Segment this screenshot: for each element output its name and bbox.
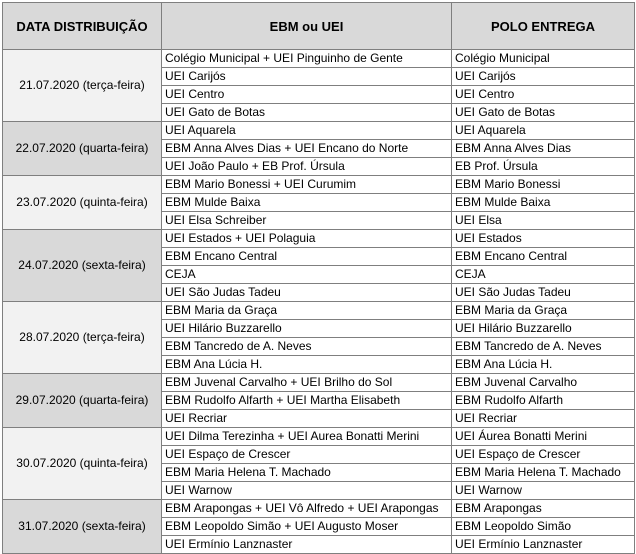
distribution-date: 21.07.2020 (terça-feira) bbox=[3, 50, 162, 122]
school-cell: UEI Aquarela bbox=[162, 122, 452, 140]
school-cell: EBM Leopoldo Simão + UEI Augusto Moser bbox=[162, 518, 452, 536]
school-cell: EBM Encano Central bbox=[162, 248, 452, 266]
pickup-cell: EBM Rudolfo Alfarth bbox=[452, 392, 635, 410]
school-cell: UEI Estados + UEI Polaguia bbox=[162, 230, 452, 248]
school-cell: EBM Ana Lúcia H. bbox=[162, 356, 452, 374]
distribution-date: 31.07.2020 (sexta-feira) bbox=[3, 500, 162, 554]
pickup-cell: EBM Mario Bonessi bbox=[452, 176, 635, 194]
school-cell: UEI Centro bbox=[162, 86, 452, 104]
distribution-date: 22.07.2020 (quarta-feira) bbox=[3, 122, 162, 176]
pickup-cell: UEI Centro bbox=[452, 86, 635, 104]
table-row bbox=[3, 50, 635, 68]
distribution-date: 23.07.2020 (quinta-feira) bbox=[3, 176, 162, 230]
header-school: EBM ou UEI bbox=[162, 3, 452, 50]
pickup-cell: EBM Juvenal Carvalho bbox=[452, 374, 635, 392]
school-cell: UEI João Paulo + EB Prof. Úrsula bbox=[162, 158, 452, 176]
pickup-cell: UEI Estados bbox=[452, 230, 635, 248]
header-date: DATA DISTRIBUIÇÃO bbox=[3, 3, 162, 50]
table-body bbox=[3, 50, 635, 554]
pickup-cell: CEJA bbox=[452, 266, 635, 284]
table-row bbox=[3, 230, 635, 248]
school-cell: EBM Rudolfo Alfarth + UEI Martha Elisabeth bbox=[162, 392, 452, 410]
pickup-cell: UEI Elsa bbox=[452, 212, 635, 230]
distribution-table bbox=[2, 2, 635, 554]
school-cell: Colégio Municipal + UEI Pinguinho de Gente bbox=[162, 50, 452, 68]
school-cell: UEI Elsa Schreiber bbox=[162, 212, 452, 230]
school-cell: EBM Anna Alves Dias + UEI Encano do Norte bbox=[162, 140, 452, 158]
school-cell: EBM Maria Helena T. Machado bbox=[162, 464, 452, 482]
pickup-cell: UEI Áurea Bonatti Merini bbox=[452, 428, 635, 446]
pickup-cell: EBM Leopoldo Simão bbox=[452, 518, 635, 536]
pickup-cell: EBM Tancredo de A. Neves bbox=[452, 338, 635, 356]
distribution-date: 24.07.2020 (sexta-feira) bbox=[3, 230, 162, 302]
pickup-cell: UEI Carijós bbox=[452, 68, 635, 86]
pickup-cell: UEI Ermínio Lanznaster bbox=[452, 536, 635, 554]
school-cell: UEI Espaço de Crescer bbox=[162, 446, 452, 464]
school-cell: EBM Tancredo de A. Neves bbox=[162, 338, 452, 356]
pickup-cell: EB Prof. Úrsula bbox=[452, 158, 635, 176]
pickup-cell: EBM Ana Lúcia H. bbox=[452, 356, 635, 374]
pickup-cell: UEI Recriar bbox=[452, 410, 635, 428]
table-row bbox=[3, 302, 635, 320]
pickup-cell: EBM Encano Central bbox=[452, 248, 635, 266]
school-cell: UEI Warnow bbox=[162, 482, 452, 500]
school-cell: UEI Carijós bbox=[162, 68, 452, 86]
pickup-cell: UEI Warnow bbox=[452, 482, 635, 500]
pickup-cell: EBM Anna Alves Dias bbox=[452, 140, 635, 158]
pickup-cell: UEI São Judas Tadeu bbox=[452, 284, 635, 302]
school-cell: UEI Hilário Buzzarello bbox=[162, 320, 452, 338]
table-row bbox=[3, 428, 635, 446]
distribution-date: 28.07.2020 (terça-feira) bbox=[3, 302, 162, 374]
header-pickup: POLO ENTREGA bbox=[452, 3, 635, 50]
school-cell: UEI Gato de Botas bbox=[162, 104, 452, 122]
school-cell: UEI Recriar bbox=[162, 410, 452, 428]
distribution-date: 29.07.2020 (quarta-feira) bbox=[3, 374, 162, 428]
distribution-date: 30.07.2020 (quinta-feira) bbox=[3, 428, 162, 500]
pickup-cell: UEI Aquarela bbox=[452, 122, 635, 140]
pickup-cell: UEI Espaço de Crescer bbox=[452, 446, 635, 464]
pickup-cell: EBM Mulde Baixa bbox=[452, 194, 635, 212]
table-header-row bbox=[3, 3, 635, 50]
school-cell: EBM Juvenal Carvalho + UEI Brilho do Sol bbox=[162, 374, 452, 392]
pickup-cell: EBM Arapongas bbox=[452, 500, 635, 518]
school-cell: EBM Maria da Graça bbox=[162, 302, 452, 320]
pickup-cell: EBM Maria Helena T. Machado bbox=[452, 464, 635, 482]
pickup-cell: UEI Hilário Buzzarello bbox=[452, 320, 635, 338]
school-cell: EBM Mulde Baixa bbox=[162, 194, 452, 212]
pickup-cell: UEI Gato de Botas bbox=[452, 104, 635, 122]
school-cell: UEI Ermínio Lanznaster bbox=[162, 536, 452, 554]
pickup-cell: EBM Maria da Graça bbox=[452, 302, 635, 320]
school-cell: CEJA bbox=[162, 266, 452, 284]
school-cell: UEI São Judas Tadeu bbox=[162, 284, 452, 302]
school-cell: EBM Arapongas + UEI Vô Alfredo + UEI Arapongas bbox=[162, 500, 452, 518]
table-row bbox=[3, 500, 635, 518]
table-row bbox=[3, 176, 635, 194]
school-cell: UEI Dilma Terezinha + UEI Aurea Bonatti Merini bbox=[162, 428, 452, 446]
pickup-cell: Colégio Municipal bbox=[452, 50, 635, 68]
table-row bbox=[3, 122, 635, 140]
table-row bbox=[3, 374, 635, 392]
school-cell: EBM Mario Bonessi + UEI Curumim bbox=[162, 176, 452, 194]
